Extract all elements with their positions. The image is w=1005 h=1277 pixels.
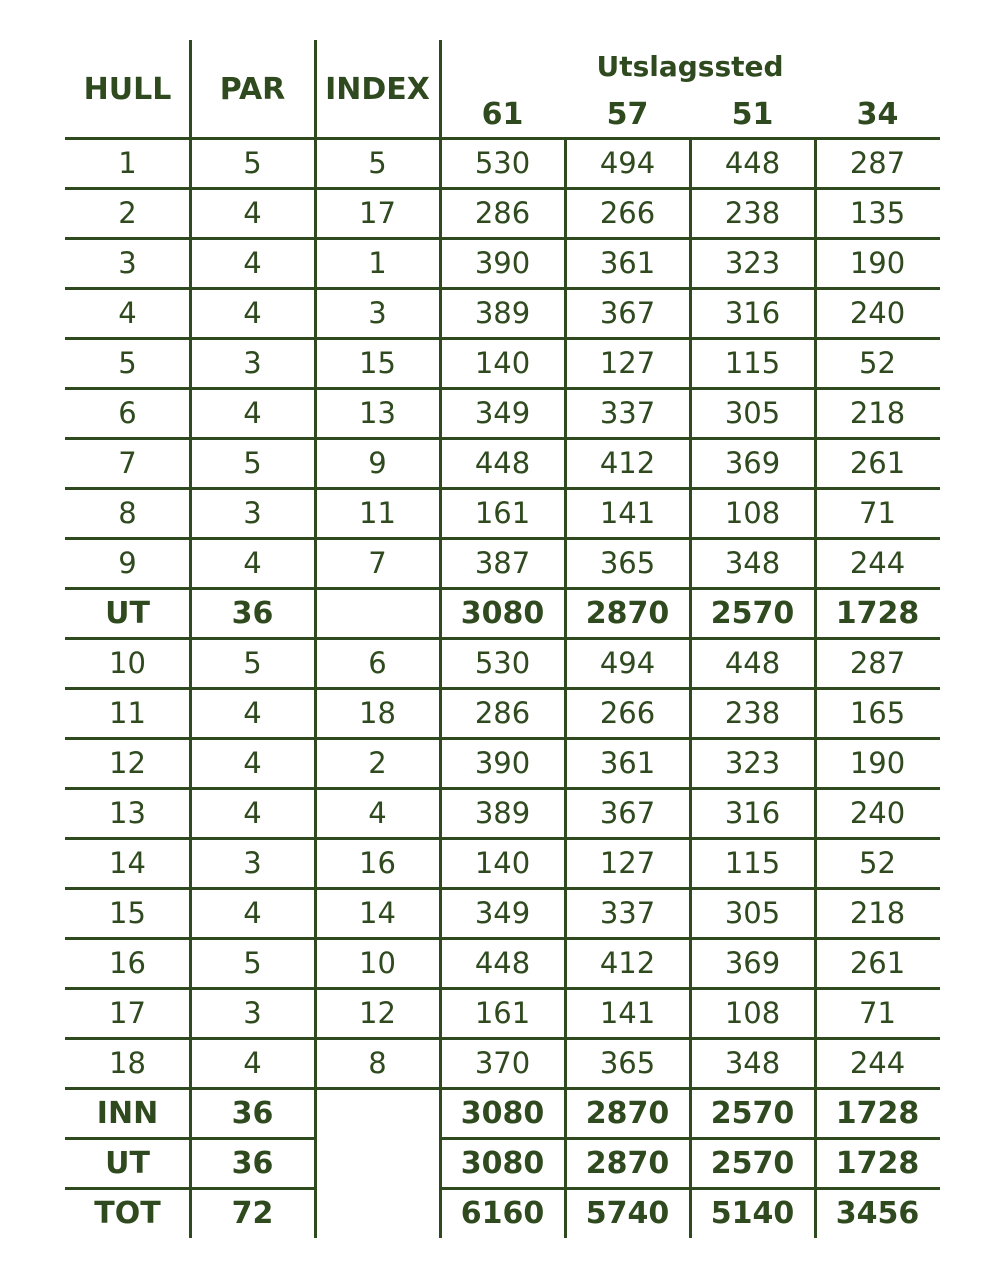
header-tee-group: Utslagssted bbox=[596, 49, 784, 83]
row-divider bbox=[65, 587, 940, 590]
tee-length: 1728 bbox=[835, 1095, 920, 1131]
par-value: 5 bbox=[243, 646, 262, 680]
tee-length: 367 bbox=[599, 296, 656, 330]
index-value: 5 bbox=[368, 146, 387, 180]
tee-length: 494 bbox=[599, 146, 656, 180]
tee-length: 412 bbox=[599, 946, 656, 980]
tee-length: 266 bbox=[599, 196, 656, 230]
tee-length: 165 bbox=[849, 696, 906, 730]
hole-number: 12 bbox=[109, 746, 146, 780]
hole-number: 4 bbox=[118, 296, 137, 330]
hole-number: 18 bbox=[109, 1046, 146, 1080]
column-divider bbox=[564, 138, 567, 1238]
tee-length: 3080 bbox=[460, 595, 545, 631]
index-value: 12 bbox=[359, 996, 396, 1030]
row-divider bbox=[65, 787, 940, 790]
tee-length: 1728 bbox=[835, 595, 920, 631]
par-value: 36 bbox=[231, 1095, 274, 1131]
tee-length: 390 bbox=[474, 746, 531, 780]
header-index: INDEX bbox=[325, 71, 430, 107]
tee-length: 115 bbox=[724, 846, 781, 880]
tee-length: 127 bbox=[599, 346, 656, 380]
tee-length: 286 bbox=[474, 696, 531, 730]
tee-length: 52 bbox=[859, 846, 896, 880]
par-value: 5 bbox=[243, 146, 262, 180]
tee-length: 349 bbox=[474, 396, 531, 430]
column-divider bbox=[189, 40, 192, 1238]
tee-length: 238 bbox=[724, 196, 781, 230]
column-divider bbox=[439, 40, 442, 1238]
tee-length: 337 bbox=[599, 896, 656, 930]
par-value: 4 bbox=[243, 896, 262, 930]
hole-number: 16 bbox=[109, 946, 146, 980]
tee-length: 323 bbox=[724, 746, 781, 780]
index-value: 17 bbox=[359, 196, 396, 230]
par-value: 4 bbox=[243, 696, 262, 730]
hole-number: 8 bbox=[118, 496, 137, 530]
hole-number: 13 bbox=[109, 796, 146, 830]
tee-length: 369 bbox=[724, 446, 781, 480]
hole-number: 9 bbox=[118, 546, 137, 580]
total-label: TOT bbox=[94, 1195, 161, 1231]
tee-length: 2570 bbox=[710, 595, 795, 631]
header-tee-1: 57 bbox=[606, 96, 649, 132]
hole-number: 11 bbox=[109, 696, 146, 730]
total-label: INN bbox=[96, 1095, 159, 1131]
tee-length: 266 bbox=[599, 696, 656, 730]
tee-length: 161 bbox=[474, 496, 531, 530]
tee-length: 286 bbox=[474, 196, 531, 230]
tee-length: 190 bbox=[849, 746, 906, 780]
tee-length: 3080 bbox=[460, 1095, 545, 1131]
tee-length: 361 bbox=[599, 246, 656, 280]
tee-length: 305 bbox=[724, 896, 781, 930]
tee-length: 361 bbox=[599, 746, 656, 780]
index-value: 15 bbox=[359, 346, 396, 380]
header-hole: HULL bbox=[83, 71, 172, 107]
index-value: 13 bbox=[359, 396, 396, 430]
hole-number: 1 bbox=[118, 146, 137, 180]
tee-length: 305 bbox=[724, 396, 781, 430]
tee-length: 337 bbox=[599, 396, 656, 430]
tee-length: 244 bbox=[849, 546, 906, 580]
row-divider bbox=[65, 437, 940, 440]
tee-length: 3080 bbox=[460, 1145, 545, 1181]
par-value: 4 bbox=[243, 246, 262, 280]
tee-length: 2870 bbox=[585, 1095, 670, 1131]
index-value: 9 bbox=[368, 446, 387, 480]
row-divider bbox=[65, 1087, 940, 1090]
tee-length: 6160 bbox=[460, 1195, 545, 1231]
par-value: 3 bbox=[243, 846, 262, 880]
column-divider bbox=[814, 138, 817, 1238]
tee-length: 2570 bbox=[710, 1095, 795, 1131]
total-label: UT bbox=[105, 1145, 150, 1181]
tee-length: 261 bbox=[849, 446, 906, 480]
par-value: 4 bbox=[243, 746, 262, 780]
tee-length: 240 bbox=[849, 296, 906, 330]
tee-length: 141 bbox=[599, 496, 656, 530]
tee-length: 367 bbox=[599, 796, 656, 830]
hole-number: 14 bbox=[109, 846, 146, 880]
tee-length: 365 bbox=[599, 546, 656, 580]
tee-length: 141 bbox=[599, 996, 656, 1030]
index-value: 10 bbox=[359, 946, 396, 980]
column-divider bbox=[314, 40, 317, 1238]
tee-length: 127 bbox=[599, 846, 656, 880]
tee-length: 316 bbox=[724, 796, 781, 830]
tee-length: 369 bbox=[724, 946, 781, 980]
hole-number: 2 bbox=[118, 196, 137, 230]
tee-length: 238 bbox=[724, 696, 781, 730]
tee-length: 348 bbox=[724, 1046, 781, 1080]
tee-length: 287 bbox=[849, 646, 906, 680]
par-value: 5 bbox=[243, 946, 262, 980]
tee-length: 5140 bbox=[710, 1195, 795, 1231]
tee-length: 71 bbox=[859, 496, 896, 530]
row-divider bbox=[65, 637, 940, 640]
par-value: 72 bbox=[231, 1195, 274, 1231]
index-value: 11 bbox=[359, 496, 396, 530]
header-tee-3: 34 bbox=[856, 96, 899, 132]
total-label: UT bbox=[105, 595, 150, 631]
tee-length: 108 bbox=[724, 996, 781, 1030]
tee-length: 1728 bbox=[835, 1145, 920, 1181]
tee-length: 316 bbox=[724, 296, 781, 330]
tee-length: 530 bbox=[474, 146, 531, 180]
par-value: 4 bbox=[243, 396, 262, 430]
row-divider bbox=[65, 487, 940, 490]
row-divider bbox=[65, 937, 940, 940]
par-value: 36 bbox=[231, 595, 274, 631]
tee-length: 448 bbox=[724, 146, 781, 180]
index-value: 3 bbox=[368, 296, 387, 330]
tee-length: 390 bbox=[474, 246, 531, 280]
index-value: 18 bbox=[359, 696, 396, 730]
row-divider bbox=[65, 537, 940, 540]
par-value: 5 bbox=[243, 446, 262, 480]
index-value: 14 bbox=[359, 896, 396, 930]
par-value: 3 bbox=[243, 346, 262, 380]
index-value bbox=[315, 588, 440, 638]
tee-length: 190 bbox=[849, 246, 906, 280]
par-value: 4 bbox=[243, 546, 262, 580]
tee-length: 2570 bbox=[710, 1145, 795, 1181]
tee-length: 140 bbox=[474, 346, 531, 380]
row-divider bbox=[65, 1037, 940, 1040]
hole-number: 7 bbox=[118, 446, 137, 480]
par-value: 4 bbox=[243, 796, 262, 830]
tee-length: 218 bbox=[849, 896, 906, 930]
tee-length: 108 bbox=[724, 496, 781, 530]
tee-length: 161 bbox=[474, 996, 531, 1030]
row-divider bbox=[65, 287, 940, 290]
tee-length: 349 bbox=[474, 896, 531, 930]
row-divider bbox=[65, 387, 940, 390]
tee-length: 530 bbox=[474, 646, 531, 680]
tee-length: 71 bbox=[859, 996, 896, 1030]
tee-length: 389 bbox=[474, 296, 531, 330]
header-tee-0: 61 bbox=[481, 96, 524, 132]
index-value: 1 bbox=[368, 246, 387, 280]
hole-number: 17 bbox=[109, 996, 146, 1030]
row-divider bbox=[65, 337, 940, 340]
row-divider bbox=[65, 187, 940, 190]
tee-length: 2870 bbox=[585, 595, 670, 631]
header-tee-2: 51 bbox=[731, 96, 774, 132]
tee-length: 387 bbox=[474, 546, 531, 580]
column-divider bbox=[689, 138, 692, 1238]
tee-length: 494 bbox=[599, 646, 656, 680]
index-value: 16 bbox=[359, 846, 396, 880]
par-value: 3 bbox=[243, 996, 262, 1030]
index-value: 8 bbox=[368, 1046, 387, 1080]
tee-length: 5740 bbox=[585, 1195, 670, 1231]
hole-number: 6 bbox=[118, 396, 137, 430]
tee-length: 261 bbox=[849, 946, 906, 980]
tee-length: 448 bbox=[474, 946, 531, 980]
par-value: 36 bbox=[231, 1145, 274, 1181]
index-value: 7 bbox=[368, 546, 387, 580]
tee-length: 448 bbox=[474, 446, 531, 480]
hole-number: 10 bbox=[109, 646, 146, 680]
tee-length: 2870 bbox=[585, 1145, 670, 1181]
tee-length: 135 bbox=[849, 196, 906, 230]
row-divider bbox=[65, 737, 940, 740]
index-value: 2 bbox=[368, 746, 387, 780]
tee-length: 389 bbox=[474, 796, 531, 830]
tee-length: 287 bbox=[849, 146, 906, 180]
hole-number: 15 bbox=[109, 896, 146, 930]
par-value: 4 bbox=[243, 296, 262, 330]
tee-length: 244 bbox=[849, 1046, 906, 1080]
tee-length: 412 bbox=[599, 446, 656, 480]
hole-number: 5 bbox=[118, 346, 137, 380]
header-par: PAR bbox=[219, 71, 286, 107]
row-divider bbox=[65, 887, 940, 890]
tee-length: 448 bbox=[724, 646, 781, 680]
tee-length: 348 bbox=[724, 546, 781, 580]
par-value: 4 bbox=[243, 196, 262, 230]
tee-length: 365 bbox=[599, 1046, 656, 1080]
tee-length: 140 bbox=[474, 846, 531, 880]
tee-length: 323 bbox=[724, 246, 781, 280]
par-value: 3 bbox=[243, 496, 262, 530]
row-divider bbox=[65, 137, 940, 140]
index-value: 6 bbox=[368, 646, 387, 680]
row-divider bbox=[65, 837, 940, 840]
tee-length: 240 bbox=[849, 796, 906, 830]
tee-length: 52 bbox=[859, 346, 896, 380]
tee-length: 115 bbox=[724, 346, 781, 380]
hole-number: 3 bbox=[118, 246, 137, 280]
row-divider bbox=[65, 237, 940, 240]
index-value: 4 bbox=[368, 796, 387, 830]
par-value: 4 bbox=[243, 1046, 262, 1080]
tee-length: 3456 bbox=[835, 1195, 920, 1231]
tee-length: 370 bbox=[474, 1046, 531, 1080]
row-divider bbox=[65, 687, 940, 690]
tee-length: 218 bbox=[849, 396, 906, 430]
row-divider bbox=[65, 987, 940, 990]
